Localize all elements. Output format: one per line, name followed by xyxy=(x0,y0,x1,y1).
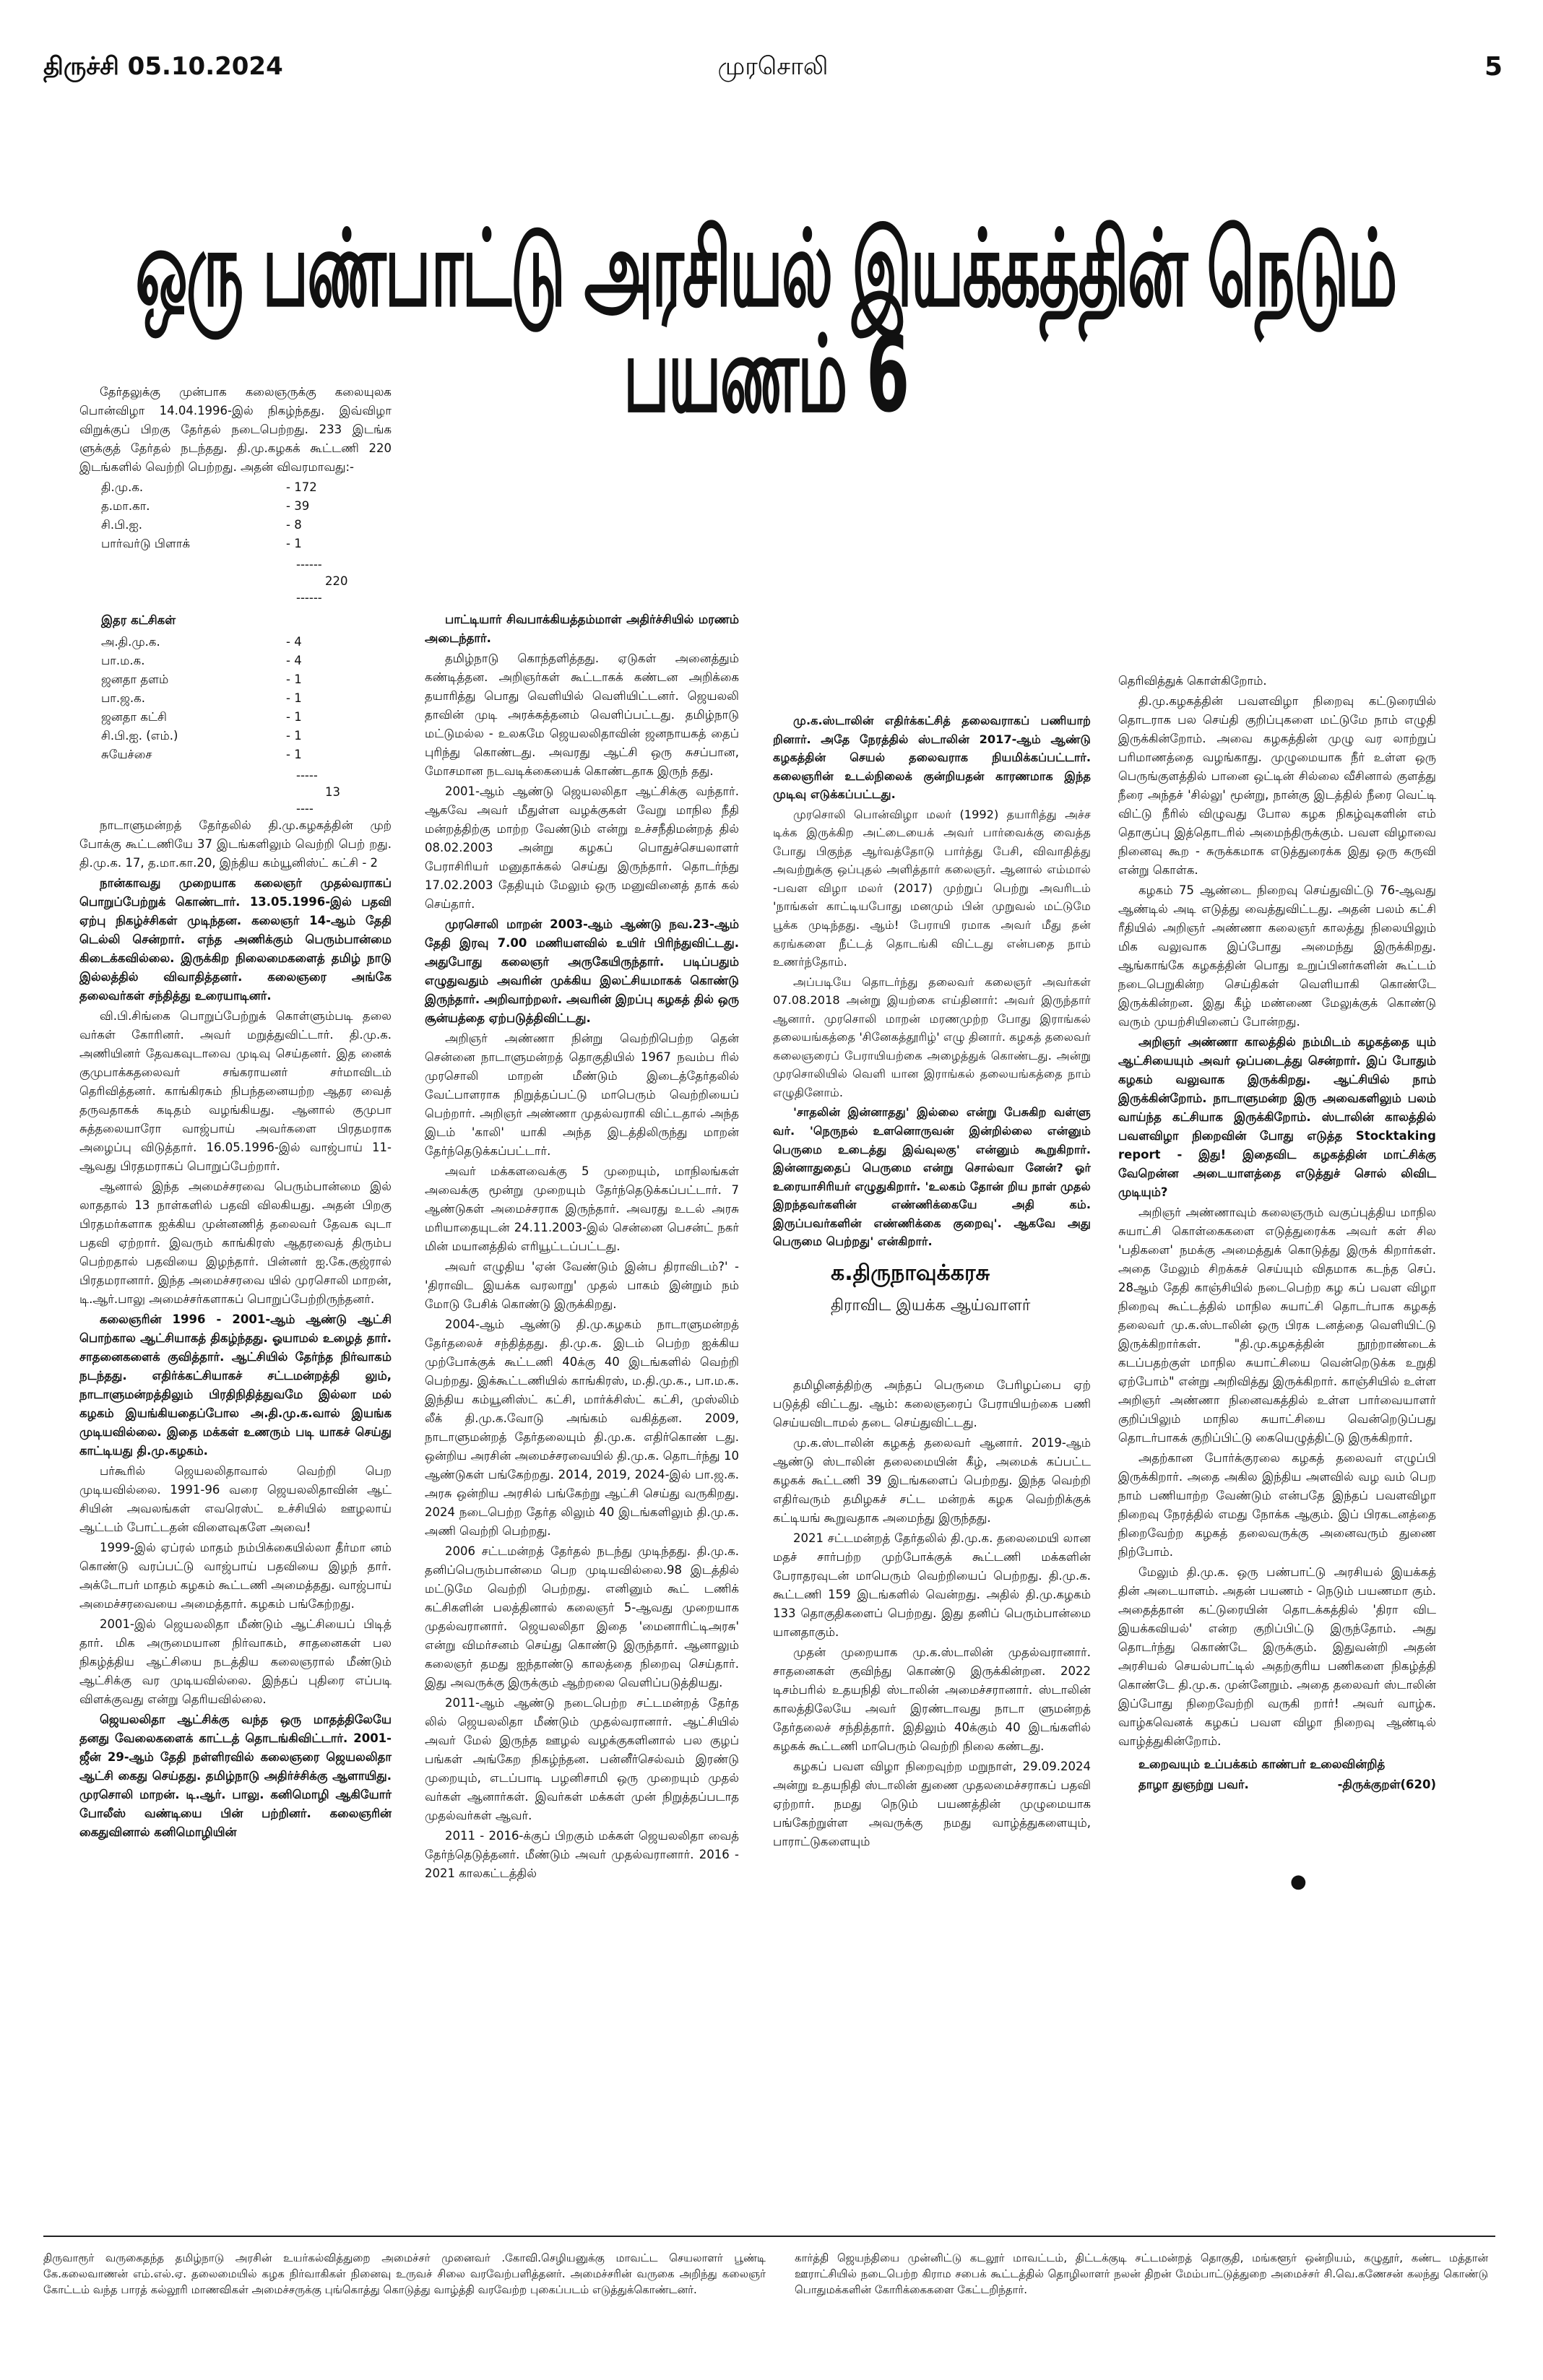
article-paragraph: தமிழினத்திற்கு அந்தப் பெருமை பேரிழப்பை ஏற் படுத்தி விட்டது. ஆம்: கலைஞரைப் பேராயியற்கை பணி செய்யவிடாமல் தடை செய்துவிட்டது. xyxy=(773,1378,1091,1429)
article-paragraph: பர்கூரில் ஜெயலலிதாவால் வெற்றி பெற முடியவில்லை. 1991-96 வரை ஜெயலலிதாவின் ஆட் சியின் அவலங்கள் எவரெஸ்ட் உச்சியில் ஊழலாய் ஆட்டம் போட்டதன் விளைவுகளே அவை! xyxy=(79,1464,392,1534)
kural-line-1: உறைவயும் உப்பக்கம் காண்பர் உலைவின்றித் xyxy=(1138,1757,1386,1771)
article-paragraph: 2011 - 2016-க்குப் பிறகும் மக்கள் ஜெயலலிதா வைத் தேர்ந்தெடுத்தனர். மீண்டும் அவர் முதல்வரானார். 2016 - 2021 காலகட்டத்தில் xyxy=(425,1829,739,1880)
end-of-article-mark: ● xyxy=(1290,1871,1307,1892)
article-paragraph: மு.க.ஸ்டாலின் எதிர்க்கட்சித் தலைவராகப் பணியாற் றினார். அதே நேரத்தில் ஸ்டாலின் 2017-ஆம் ஆண்டு கழகத்தின் செயல் தலைவராக நியமிக்கப்பட்டார். கலைஞரின் உடல்நிலைக் குன்றியதன் காரணமாக இந்த முடிவு எடுக்கப்பட்டது. xyxy=(773,714,1091,802)
results-row xyxy=(101,535,321,553)
party-name: அ.தி.மு.க. xyxy=(101,635,160,649)
seat-count: - 1 xyxy=(286,748,302,761)
article-paragraph: 1999-இல் ஏப்ரல் மாதம் நம்பிக்கையில்லா தீர்மா னம் கொண்டு வரப்பட்டு வாஜ்பாய் பதவியை இழந் தார். அக்டோபர் மாதம் கழகம் கூட்டணி அமைத்தது. வாஜ்பாய் அமைச்சரவையை அமைத்தார். கழகம் பங்கேற்றது. xyxy=(79,1541,392,1611)
article-paragraph: அதற்கான போர்க்குரலை கழகத் தலைவர் எழுப்பி இருக்கிறார். அதை அகில இந்திய அளவில் வழ வம் பெற நாம் பணியாற்ற வேண்டும் என்பதே இந்தப் பவளவிழா நிறைவு நேரத்தில் எமது நோக்க ஆகும். இப் பிரகடனத்தை நிறைவேற்ற கழகத் தலைவருக்கு அனைவரும் துணை நிற்போம். xyxy=(1118,1451,1436,1559)
party-name: ஜனதா தளம் xyxy=(101,672,169,686)
article-paragraph: 2001-ஆம் ஆண்டு ஜெயலலிதா ஆட்சிக்கு வந்தார். ஆகவே அவர் மீதுள்ள வழக்குகள் வேறு மாநில நீதி மன்றத்திற்கு மாற்ற வேண்டும் என்று உச்சநீதிமன்றத் தில் 08.02.2003 அன்று கழகப் பொதுச்செயலாளர் பேராசிரியர் மனுதாக்கல் செய்து இருந்தார். தொடர்ந்து 17.02.2003 தேதியும் மேலும் ஒரு மனுவினைத் தாக் கல் செய்தார். xyxy=(425,784,739,911)
article-paragraph: அப்படியே தொடர்ந்து தலைவர் கலைஞர் அவர்கள் 07.08.2018 அன்று இயற்கை எய்தினார்: அவர் இருந்தார் ஆனார். முரசொலி மாறன் மரணமுற்ற போது இராங்கல் தலையங்கத்தை 'சினேகத்தூரிழ்' எழு தினார். கழகத் தலைவர் கலைஞரைப் பேராயியற்கை அழைத்துக் கொண்டது. அன்று முரசொலியில் வெளி யான இராங்கல் தலையங்கத்தை நாம் எழுதினோம். xyxy=(773,974,1091,1099)
table-rule: ----- xyxy=(296,769,318,782)
party-name: தி.மு.க. xyxy=(101,480,144,494)
page-header xyxy=(43,52,1503,103)
article-column-2 xyxy=(425,610,739,1884)
author-role: திராவிட இயக்க ஆய்வாளர் xyxy=(831,1297,1031,1315)
seat-count: - 172 xyxy=(286,480,317,494)
party-name: பார்வர்டு பிளாக் xyxy=(101,537,191,550)
article-paragraph: 2021 சட்டமன்றத் தேர்தலில் தி.மு.க. தலைமையி லான மதச் சார்பற்ற முற்போக்குக் கூட்டணி மக்களின் பேராதரவுடன் மாபெரும் வெற்றியைப் பெற்றது. தி.மு.க. கூட்டணி 159 இடங்களில் வென்றது. அதில் தி.மு.கழகம் 133 தொகுதிகளைப் பெற்றது. இது தனிப் பெரும்பான்மை யானதாகும். xyxy=(773,1531,1091,1639)
kural-line-2 xyxy=(1118,1775,1436,1794)
article-paragraph: முதன் முறையாக மு.க.ஸ்டாலின் முதல்வரானார். சாதனைகள் குவிந்து கொண்டு இருக்கின்றன. 2022 டிசம்பரில் உதயநிதி ஸ்டாலின் அமைச்சரானார். ஸ்டாலின் காலத்திலேயே அவர் இரண்டாவது நாடா ளுமன்றத் தேர்தலைச் சந்தித்தார். இதிலும் 40க்கும் 40 இடங்களில் கழகக் கூட்டணி மாபெரும் வெற்றி நிலை கண்டது. xyxy=(773,1645,1091,1753)
article-column-1 xyxy=(79,383,392,1843)
table-rule: ---- xyxy=(296,802,314,815)
party-name: சுயேச்சை xyxy=(101,748,152,761)
kural-text: தாழா துஞற்று பவர். xyxy=(1138,1778,1249,1791)
article-paragraph: அறிஞர் அண்ணா காலத்தில் நம்மிடம் கழகத்தை யும் ஆட்சியையும் அவர் ஒப்படைத்து சென்றார். இப் போதும் கழகம் வலுவாக இருக்கிறது. ஆட்சியில் நாம் இருக்கின்றோம். நாடாளுமன்ற இரு அவைகளிலும் பலம் வாய்ந்த கட்சியாக இருக்கிறோம். ஸ்டாலின் காலத்தில் பவளவிழா நிறைவின் போது எடுத்த Stocktaking report - இது! இதைவிட கழகத்தின் மாட்சிக்கு வேறென்ன அடையாளத்தை எடுத்துச் சொல் லிவிட முடியும்? xyxy=(1118,1035,1436,1199)
author-name: க.திருநாவுக்கரசு xyxy=(831,1260,990,1286)
article-paragraph: பாட்டியார் சிவபாக்கியத்தம்மாள் அதிர்ச்சியில் மரணம் அடைந்தார். xyxy=(425,613,739,645)
seat-count: - 4 xyxy=(286,635,302,649)
seat-count: - 1 xyxy=(286,710,302,724)
photo-caption-left: திருவாரூர் வருகைதந்த தமிழ்நாடு அரசின் உயர்கல்வித்துறை அமைச்சர் முனைவர் .கோவி.செழியனுக்கு மாவட்ட செயலாளர் பூண்டி கே.கலைவாணன் எம்.எல்.ஏ. தலைமையில் கழக நிர்வாகிகள் நினைவு உருவச் சிலை வரவேற்பளித்தனர். அமைச்சரின் வருகை அறிந்து கலைஞர் கோட்டம் வந்த பாரத் கல்லூரி மாணவிகள் அமைச்சருக்கு புங்கொத்து கொடுத்து வாழ்த்தி வரவேற்ற புகைப்படம் எடுத்துக்கொண்டனர். xyxy=(43,2251,766,2296)
results-row xyxy=(101,516,321,535)
seat-count: - 1 xyxy=(286,729,302,743)
alliance-total: 220 xyxy=(325,574,348,588)
article-paragraph: அறிஞர் அண்ணா நின்று வெற்றிபெற்ற தென் சென்னை நாடாளுமன்றத் தொகுதியில் 1967 நவம்ப ரில் முரசொலி மாறன் மீண்டும் இடைத்தேர்தலில் வேட்பாளராக நிறுத்தப்பட்டு மாபெரும் வெற்றியைப் பெற்றார். அறிஞர் அண்ணா முதல்வராகி விட்டதால் அந்த இடம் 'காலி' யாகி அந்த இடத்திலிருந்து மாறன் தேர்ந்தெடுக்கப்பட்டார். xyxy=(425,1031,739,1158)
article-column-3 xyxy=(773,711,1091,1252)
article-paragraph: ஆனால் இந்த அமைச்சரவை பெரும்பான்மை இல் லாததால் 13 நாள்களில் பதவி விலகியது. அதன் பிறகு பிரதமர்களாக ஐக்கிய முன்னணித் தலைவர் தேவக வுடா பதவி ஏற்றார். இவரும் காங்கிரஸ் ஆதரவைத் திரும்ப பெற்றதால் பதவியை இழந்தார். பின்னர் ஐ.கே.குஜ்ரால் பிரதமரானார். இந்த அமைச்சரவை யில் முரசொலி மாறன், டி.ஆர்.பாலு அமைச்சர்களாகப் பொறுப்பேற்றிருந்தனர். xyxy=(79,1180,392,1306)
photo-caption-right: கார்த்தி ஜெயந்தியை முன்னிட்டு கடலூர் மாவட்டம், திட்டக்குடி சட்டமன்றத் தொகுதி, மங்களூர் ஒன்றியம், கழுதூர், கண்ட மத்தான் ஊராட்சியில் நடைபெற்ற கிராம சபைக் கூட்டத்தில் தொழிலாளர் நலன் திறன் மேம்பாட்டுத்துறை அமைச்சர் சி.வெ.கணேசன் கலந்து கொண்டு பொதுமக்களின் கோரிக்கைகளை கேட்டறிந்தார். xyxy=(795,2251,1488,2296)
article-paragraph: ஜெயலலிதா ஆட்சிக்கு வந்த ஒரு மாதத்திலேயே தனது வேலைகளைக் காட்டத் தொடங்கிவிட்டார். 2001- ஜீன் 29-ஆம் தேதி நள்ளிரவில் கலைஞரை ஜெயலலிதா ஆட்சி கைது செய்தது. தமிழ்நாடு அதிர்ச்சிக்கு ஆளாயிது. முரசொலி மாறன். டி.ஆர். பாலு. கனிமொழி ஆகியோர் போலீஸ் வண்டியை பின் பற்றினர். கலைஞரின் கைதுவினால் கனிமொழியின் xyxy=(79,1713,392,1839)
others-total: 13 xyxy=(325,785,340,799)
party-name: சி.பி.ஐ. (எம்.) xyxy=(101,729,178,743)
article-paragraph: கழகப் பவள விழா நிறைவுற்ற மறுநாள், 29.09.2024 அன்று உதயநிதி ஸ்டாலின் துணை முதலமைச்சராகப் பதவி ஏற்றார். நமது நெடும் பயணத்தின் முழுமையாக பங்கேற்றுள்ள அவருக்கு நமது வாழ்த்துகளையும், பாராட்டுகளையும் xyxy=(773,1760,1091,1848)
results-table-others xyxy=(101,633,306,764)
article-paragraph: வி.பி.சிங்கை பொறுப்பேற்றுக் கொள்ளும்படி தலை வர்கள் கோரினர். அவர் மறுத்துவிட்டார். தி.மு.க. அணியினர் தேவகவுடாவை முடிவு செய்தனர். இத னைக் குமுபாக்கதலைவர் சங்கராயனர் சர்மாவிடம் தெரிவித்தனர். காங்கிரசும் நிபந்தனையற்ற ஆதர வைத் தருவதாகக் கடிதம் வழங்கியது. ஆனால் குமுபா சுத்தலையாரோ வாஜ்பாய் அவர்களை பிரதமராக அழைப்பு விடுத்தார். 16.05.1996-இல் வாஜ்பாய் 11-ஆவது பிரதமராகப் பொறுப்பேற்றார். xyxy=(79,1009,392,1173)
article-paragraph: கலைஞரின் 1996 - 2001-ஆம் ஆண்டு ஆட்சி பொற்கால ஆட்சியாகத் திகழ்ந்தது. ஓயாமல் உழைத் தார். சாதனைகளைக் குவித்தார். ஆட்சியில் தேர்ந்த நிர்வாகம் நடந்தது. எதிர்க்கட்சியாகச் சட்டமன்றத்தி லும், நாடாளுமன்றத்திலும் பிரதிநிதித்துவமே இல்லா மல் கழகம் இயங்கியதைப்போல அ.தி.மு.க.வால் இயங்க முடியவில்லை. இதை மக்கள் உணரும் படி யாகச் செய்து காட்டியது தி.மு.கழகம். xyxy=(79,1312,392,1458)
article-paragraph: மேலும் தி.மு.க. ஒரு பண்பாட்டு அரசியல் இயக்கத் தின் அடையாளம். அதன் பயணம் - நெடும் பயணமா கும். அதைத்தான் கட்டுரையின் தொடக்கத்தில் 'திரா விட இயக்கவியல்' என்ற குறிப்பிட்டு இருந்தோம். அது தொடர்ந்து கொண்டே இருக்கும். இதுவன்றி அதன் அரசியல் செயல்பாட்டில் அதற்குரிய பணிகளை நிகழ்த்தி கொண்டே தி.மு.க. முன்னேறும். அதை தலைவர் ஸ்டாலின் இப்போது நிறைவேற்றி வருகி றார்! அவர் வாழ்க. வாழ்கவெனக் கழகப் பவள விழா நிறைவு ஆண்டில் வாழ்த்துகின்றோம். xyxy=(1118,1565,1436,1748)
article-paragraph: 2006 சட்டமன்றத் தேர்தல் நடந்து முடிந்தது. தி.மு.க. தனிப்பெரும்பான்மை பெற முடியவில்லை.98 இடத்தில் மட்டுமே வெற்றி பெற்றது. எனினும் கூட் டணிக் கட்சிகளின் பலத்தினால் கலைஞர் 5-ஆவது முறையாக முதல்வரானார். ஜெயலலிதா இதை 'மைனாரிட்டிஅரசு' என்று விமர்சனம் செய்து கொண்டு இருந்தார். ஆனாலும் கலைஞர் தமது ஐந்தாண்டு காலத்தை நிறைவு செய்தார். இது அவருக்கு இருக்கும் ஆற்றலை வெளிப்படுத்தியது. xyxy=(425,1544,739,1689)
seat-count: - 1 xyxy=(286,537,302,550)
article-column-3-continued xyxy=(773,1376,1091,1853)
results-row xyxy=(101,745,306,764)
article-paragraph: அறிஞர் அண்ணாவும் கலைஞரும் வகுப்புத்திய மாநில சுயாட்சி கொள்கைகளை எடுத்துரைக்க அவர் கள் சில 'பதிகளை' நமக்கு அமைத்துக் கொடுத்து இருக் கிறார்கள். அதை மேலும் சிறக்கச் செய்யும் விதமாக கடந்த செப். 28ஆம் தேதி காஞ்சியில் நடைபெற்ற கழ கப் பவள விழா நிறைவு கூட்டத்தில் மாநில சுயாட்சி தொடர்பாக கழகத் தலைவர் மு.க.ஸ்டாலின் ஒரு பிரக டனத்தை வெளியிட்டு இருக்கிறார்கள். "தி.மு.கழகத்தின் நூற்றாண்டைக் கடப்பதற்குள் மாநில சுயாட்சியை வென்றெடுக்க உறுதி ஏற்போம்" என்று அறிவித்து இருக்கிறார். காஞ்சியில் உள்ள அறிஞர் அண்ணா நினைவகத்தில் உள்ள பார்வையாளர் குறிப்பிலும் மாநில சுயாட்சியை வென்றெடுப்பது தொடர்பாகக் குறிப்பிட்டு கையெழுத்திட்டு இருக்கிறார். xyxy=(1118,1206,1436,1445)
seat-count: - 4 xyxy=(286,654,302,667)
article-paragraph: நாடாளுமன்றத் தேர்தலில் தி.மு.கழகத்தின் முற் போக்கு கூட்டணியே 37 இடங்களிலும் வெற்றி பெற் றது. தி.மு.க. 17, த.மா.கா.20, இந்திய கம்யூனிஸ்ட் கட்சி - 2 xyxy=(79,818,392,870)
results-row xyxy=(101,689,306,708)
article-paragraph: அவர் எழுதிய 'ஏன் வேண்டும் இன்ப திராவிடம்?' - 'திராவிட இயக்க வரலாறு' முதல் பாகம் இன்றும் நம் மோடு பேசிக் கொண்டு இருக்கிறது. xyxy=(425,1260,739,1311)
footer-rule xyxy=(43,2236,1495,2237)
table-rule: ------ xyxy=(296,558,322,571)
party-name: பா.ம.க. xyxy=(101,654,145,667)
intro-paragraph: தேர்தலுக்கு முன்பாக கலைஞருக்கு கலையுலக பொன்விழா 14.04.1996-இல் நிகழ்ந்தது. இவ்விழா விறுக்குப் பிறகு தேர்தல் நடைபெற்றது. 233 இடங்க ளுக்குத் தேர்தல் நடந்தது. தி.மு.கழகக் கூட்டணி 220 இடங்களில் வெற்றி பெற்றது. அதன் விவரமாவது:- xyxy=(79,385,392,474)
article-paragraph: மு.க.ஸ்டாலின் கழகத் தலைவர் ஆனார். 2019-ஆம் ஆண்டு ஸ்டாலின் தலைமையின் கீழ், அமைக் கப்பட்ட கழகக் கூட்டணி 39 இடங்களைப் பெற்றது. இந்த வெற்றி எதிர்வரும் தமிழகச் சட்ட மன்றக் கழக வெற்றிக்குக் கட்டியங் கூறுவதாக அமைந்து இருந்தது. xyxy=(773,1436,1091,1525)
table-rule: ------ xyxy=(296,591,322,605)
article-paragraph: தி.மு.கழகத்தின் பவளவிழா நிறைவு கட்டுரையில் தொடராக பல செய்தி குறிப்புகளை மட்டுமே நாம் எழுதி இருக்கின்றோம். அவை கழகத்தின் முழு வர லாற்றுப் பரிமாணத்தை வழங்காது. முழுமையாக நீர் உள்ள ஒரு பெருங்குளத்தில் பானை ஒட்டின் சில்லை வீசினால் குளத்து நீரை அந்தச் 'சில்லு' மூன்று, நான்கு இடத்தில் நீரை வெட்டி விட்டு நீரில் விழுவது போல கழக நிகழ்வுகளின் எம் தொகுப்பு இத்தொடரில் அமைந்திருக்கும். பவள விழாவை நினைவு கூற - சுருக்கமாக எடுத்துரைக்க இது ஒரு கருவி என்று கொள்க. xyxy=(1118,694,1436,877)
results-row xyxy=(101,652,306,670)
seat-count: - 1 xyxy=(286,672,302,686)
others-heading: இதர கட்சிகள் xyxy=(101,613,176,627)
article-paragraph: 'சாதலின் இன்னாதது' இல்லை என்று பேசுகிற வள்ளு வர். 'நெருநல் உளனொருவன் இன்றில்லை என்னும் பெருமை உடைத்து இவ்வுலகு' என்னும் கூறுகிறார். இன்னாதுதைப் பெருமை என்று சொல்வா னேன்? ஓர் உரையாசிரியர் எழுதுகிறார். 'உலகம் தோன் றிய நாள் முதல் இறந்தவர்களின் எண்ணிக்கையே அதி கம். இருப்பவர்களின் எண்ணிக்கை குறைவு'. ஆகவே அது பெருமை பெற்றது' என்கிறார். xyxy=(773,1105,1091,1249)
results-row xyxy=(101,478,321,497)
party-name: த.மா.கா. xyxy=(101,499,150,513)
article-paragraph: தெரிவித்துக் கொள்கிறோம். xyxy=(1118,674,1267,688)
results-table-alliance xyxy=(101,478,321,553)
article-headline: ஒரு பண்பாட்டு அரசியல் இயக்கத்தின் நெடும் பயணம் 6 xyxy=(135,208,1396,437)
newspaper-name: முரசொலி xyxy=(717,52,829,81)
results-row xyxy=(101,633,306,652)
article-paragraph: அவர் மக்களவைக்கு 5 முறையும், மாநிலங்கள் அவைக்கு மூன்று முறையும் தேர்ந்தெடுக்கப்பட்டார். 7 ஆண்டுகள் அமைச்சராக இருந்தார். அவரது உடல் அரசு மரியாதையுடன் 24.11.2003-இல் சென்னை பெசன்ட் நகர் மின் மயானத்தில் எரியூட்டப்பட்டது. xyxy=(425,1164,739,1253)
article-paragraph: முரசொலி பொன்விழா மலர் (1992) தயாரித்து அச்ச டிக்க இருக்கிற அட்டையைக் அவர் பார்வைக்கு வைத்த போது பிகுந்த ஆர்வத்தோடு பார்த்து பேசி, விவாதித்து அவற்றுக்கு ஒப்புதல் அளித்தார் கலைஞர். ஆனால் எம்மால் -பவள விழா மலர் (2017) முற்றுப் பெற்று அவரிடம் 'நாங்கள் காட்டியபோது மனமும் பின் முறுவல் மட்டுமே பூக்க முடிந்தது. ஆம்! பேராயி ரமாக அவர் மீது தன் கரங்களை நீட்டத் தொடங்கி விட்டது என்பதை நாம் உணர்ந்தோம். xyxy=(773,807,1091,969)
article-paragraph: 2004-ஆம் ஆண்டு தி.மு.கழகம் நாடாளுமன்றத் தேர்தலைச் சந்தித்தது. தி.மு.க. இடம் பெற்ற ஐக்கிய முற்போக்குக் கூட்டணி 40க்கு 40 இடங்களில் வெற்றி பெற்றது. இக்கூட்டணியில் காங்கிரஸ், ம.தி.மு.க., பா.ம.க. இந்திய கம்யூனிஸ்ட் கட்சி, மார்க்சிஸ்ட் கட்சி, முஸ்லிம் லீக் தி.மு.க.வோடு அங்கம் வகித்தன. 2009, நாடாளுமன்றத் தேர்தலையும் தி.மு.க. எதிர்கொண் டது. ஒன்றிய அரசின் அமைச்சரவையில் தி.மு.க. தொடர்ந்து 10 ஆண்டுகள் பங்கேற்றது. 2014, 2019, 2024-இல் பா.ஜ.க. அரசு ஒன்றிய அரசில் பங்கேற்று ஆட்சி செய்து வருகிறது. 2024 நடைபெற்ற தேர்த லிலும் 40 இடங்களிலும் தி.மு.க. அணி வெற்றி பெற்றது. xyxy=(425,1317,739,1538)
edition-date: திருச்சி 05.10.2024 xyxy=(43,52,283,81)
results-row xyxy=(101,708,306,727)
seat-count: - 1 xyxy=(286,691,302,705)
article-column-4 xyxy=(1118,672,1436,1796)
results-row xyxy=(101,670,306,689)
article-paragraph: கழகம் 75 ஆண்டை நிறைவு செய்துவிட்டு 76-ஆவது ஆண்டில் அடி எடுத்து வைத்துவிட்டது. அதன் பலம் கட்சி ரீதியில் அறிஞர் அண்ணா கலைஞர் காலத்து நிலையிலும் மிக வலுவாக இப்போது அமைந்து இருக்கிறது. ஆங்காங்கே கழகத்தின் பொது உறுப்பினர்களின் கூட்டம் நடைபெறுகின்ற செய்திகள் வெளியாகி கொண்டே இருக்கின்றன. இது கீழ் மண்ணை மேலுக்குக் கொண்டு வரும் முயற்சியினைப் போன்றது. xyxy=(1118,883,1436,1029)
article-paragraph: முரசொலி மாறன் 2003-ஆம் ஆண்டு நவ.23-ஆம் தேதி இரவு 7.00 மணியளவில் உயிர் பிரிந்துவிட்டது. அதுபோது கலைஞர் அருகேயிருந்தார். படிப்பதும் எழுதுவதும் அவரின் முக்கிய இலட்சியமாகக் கொண்டு இருந்தார். அறிவாற்றலர். அவரின் இறப்பு கழகத் தில் ஒரு சூன்யத்தை ஏற்படுத்திவிட்டது. xyxy=(425,917,739,1025)
results-row xyxy=(101,497,321,516)
article-paragraph: 2011-ஆம் ஆண்டு நடைபெற்ற சட்டமன்றத் தேர்த லில் ஜெயலலிதா மீண்டும் முதல்வரானார். ஆட்சியில் அவர் மேல் இருந்த ஊழல் வழக்குகளினால் பல குழப் பங்கள் அங்கேற நிகழ்ந்தன. பன்னீர்செல்வம் இரண்டு முறையும், எடப்பாடி பழனிசாமி ஒரு முறையும் முதல் வர்கள் ஆனார்கள். இவர்கள் மக்கள் முன் நிறுத்தப்படாத முதல்வர்கள் ஆவர். xyxy=(425,1696,739,1822)
page-number: 5 xyxy=(1484,52,1503,82)
article-paragraph: 2001-இல் ஜெயலலிதா மீண்டும் ஆட்சியைப் பிடித் தார். மிக அருமையான நிர்வாகம், சாதனைகள் பல நிகழ்த்திய ஆட்சியை நடத்திய கலைஞரால் மீண்டும் ஆட்சிக்கு வர முடியவில்லை. இந்தப் புதிரை எப்படி விளக்குவது என்று தெரியவில்லை. xyxy=(79,1617,392,1706)
party-name: ஜனதா கட்சி xyxy=(101,710,167,724)
seat-count: - 39 xyxy=(286,499,310,513)
article-paragraph: தமிழ்நாடு கொந்தளித்தது. ஏடுகள் அனைத்தும் கண்டித்தன. அறிஞர்கள் கூட்டாகக் கண்டன அறிக்கை தயாரித்து பொது வெளியில் வெளியிட்டனர். ஜெயலலி தாவின் முடி அரக்கத்தனம் வெளிப்பட்டது. தமிழ்நாடு மட்டுமல்ல - உலகமே ஜெயலலிதாவின் ஜனநாயகத் தைப் புரிந்து கொண்டது. அவரது ஆட்சி ஒரு சுசப்பான, மோசமான நடவடிக்கையைக் கொண்டதாக இருந் தது. xyxy=(425,652,739,778)
seat-count: - 8 xyxy=(286,518,302,532)
kural-reference: -திருக்குறள்(620) xyxy=(1337,1778,1436,1791)
article-paragraph: நான்காவது முறையாக கலைஞர் முதல்வராகப் பொறுப்பேற்றுக் கொண்டார். 13.05.1996-இல் பதவி ஏற்பு நிகழ்ச்சிகள் முடிந்தன. கலைஞர் 14-ஆம் தேதி டெல்லி சென்றார். எந்த அணிக்கும் பெரும்பான்மை கிடைக்கவில்லை. இருக்கிற நிலைமைகளைத் தமிழ் நாடு இல்லத்தில் விவாதித்தனர். கலைஞரை அங்கே தலைவர்கள் சந்தித்து உரையாடினர். xyxy=(79,876,392,1003)
results-row xyxy=(101,727,306,745)
party-name: பா.ஜ.க. xyxy=(101,691,145,705)
party-name: சி.பி.ஐ. xyxy=(101,518,142,532)
